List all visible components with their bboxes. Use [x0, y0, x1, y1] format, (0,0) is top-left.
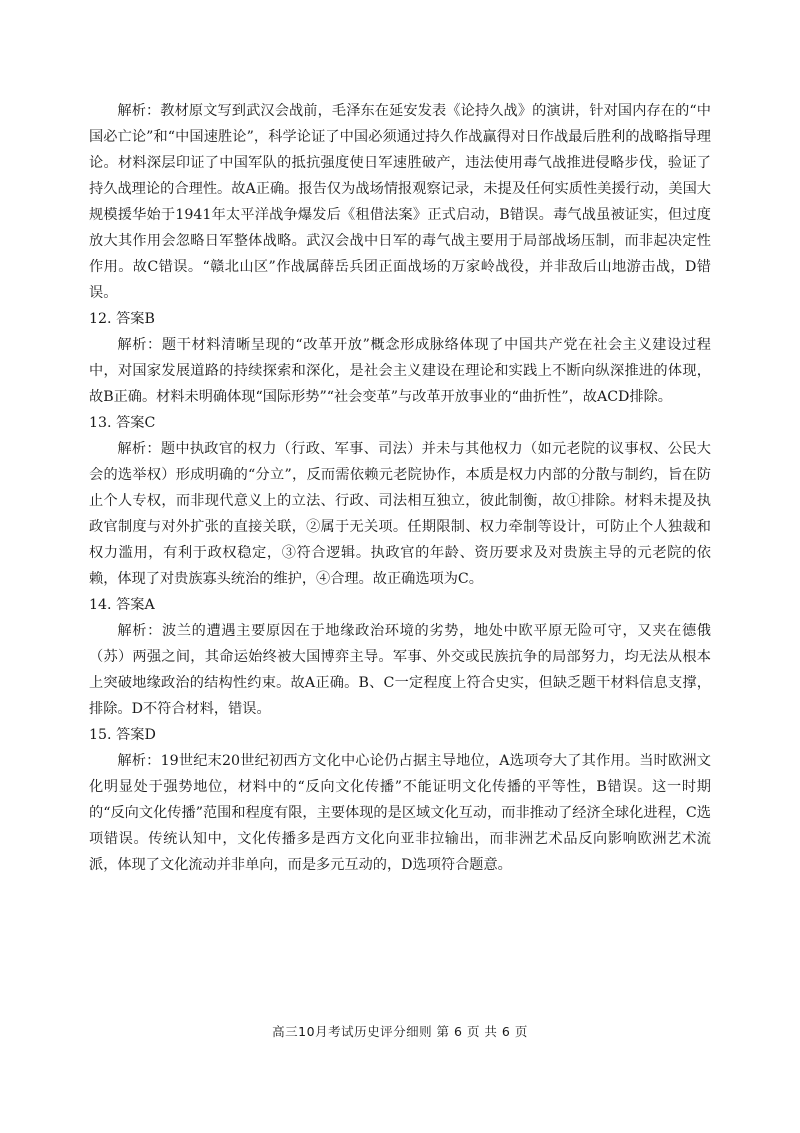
page-footer: 高三10月考试历史评分细则 第 6 页 共 6 页: [272, 1024, 528, 1039]
q15-analysis: 解析：19世纪末20世纪初西方文化中心论仍占据主导地位，A选项夸大了其作用。当时欧洲文化明显处于强势地位，材料中的“反向文化传播”不能证明文化传播的平等性，B错误。这一时期的“反向文化传播”范围和程度有限，主要体现的是区域文化互动，而非推动了经济全球化进程，C选项错误。传统认知中，文化传播多是西方文化向亚非拉输出，而非洲艺术品反向影响欧洲艺术流派，体现了文化流动并非单向，而是多元互动的，D选项符合题意。: [89, 753, 711, 873]
q15-answer: 15. 答案D: [89, 727, 156, 743]
q13-answer: 13. 答案C: [89, 415, 156, 431]
q13-analysis: 解析：题中执政官的权力（行政、军事、司法）并未与其他权力（如元老院的议事权、公民大会的选举权）形成明确的“分立”，反而需依赖元老院协作，本质是权力内部的分散与制约，旨在防止个人专权，而非现代意义上的立法、行政、司法相互独立，彼此制衡，故①排除。材料未提及执政官制度与对外扩张的直接关联，②属于无关项。任期限制、权力牵制等设计，可防止个人独裁和权力滥用，有利于政权稳定，③符合逻辑。执政官的年龄、资历要求及对贵族主导的元老院的依赖，体现了对贵族寡头统治的维护，④合理。故正确选项为C。: [89, 441, 711, 587]
document-body: [89, 98, 711, 878]
q12-answer: 12. 答案B: [89, 311, 155, 327]
q14-analysis: 解析：波兰的遭遇主要原因在于地缘政治环境的劣势，地处中欧平原无险可守，又夹在德俄（苏）两强之间，其命运始终被大国博弈主导。军事、外交或民族抗争的局部努力，均无法从根本上突破地缘政治的结构性约束。故A正确。B、C一定程度上符合史实，但缺乏题干材料信息支撑，排除。D不符合材料，错误。: [89, 623, 711, 717]
q12-analysis: 解析：题干材料清晰呈现的“改革开放”概念形成脉络体现了中国共产党在社会主义建设过程中，对国家发展道路的持续探索和深化，是社会主义建设在理论和实践上不断向纵深推进的体现，故B正确。材料未明确体现“国际形势”“社会变革”与改革开放事业的“曲折性”，故ACD排除。: [89, 337, 711, 405]
q11-analysis: 解析：教材原文写到武汉会战前，毛泽东在延安发表《论持久战》的演讲，针对国内存在的“中国必亡论”和“中国速胜论”，科学论证了中国必须通过持久作战赢得对日作战最后胜利的战略指导理论。材料深层印证了中国军队的抵抗强度使日军速胜破产，违法使用毒气战推进侵略步伐，验证了持久战理论的合理性。故A正确。报告仅为战场情报观察记录，未提及任何实质性美援行动，美国大规模援华始于1941年太平洋战争爆发后《租借法案》正式启动，B错误。毒气战虽被证实，但过度放大其作用会忽略日军整体战略。武汉会战中日军的毒气战主要用于局部战场压制，而非起决定性作用。故C错误。“赣北山区”作战属薛岳兵团正面战场的万家岭战役，并非敌后山地游击战，D错误。: [89, 103, 711, 301]
q14-answer: 14. 答案A: [89, 597, 155, 613]
